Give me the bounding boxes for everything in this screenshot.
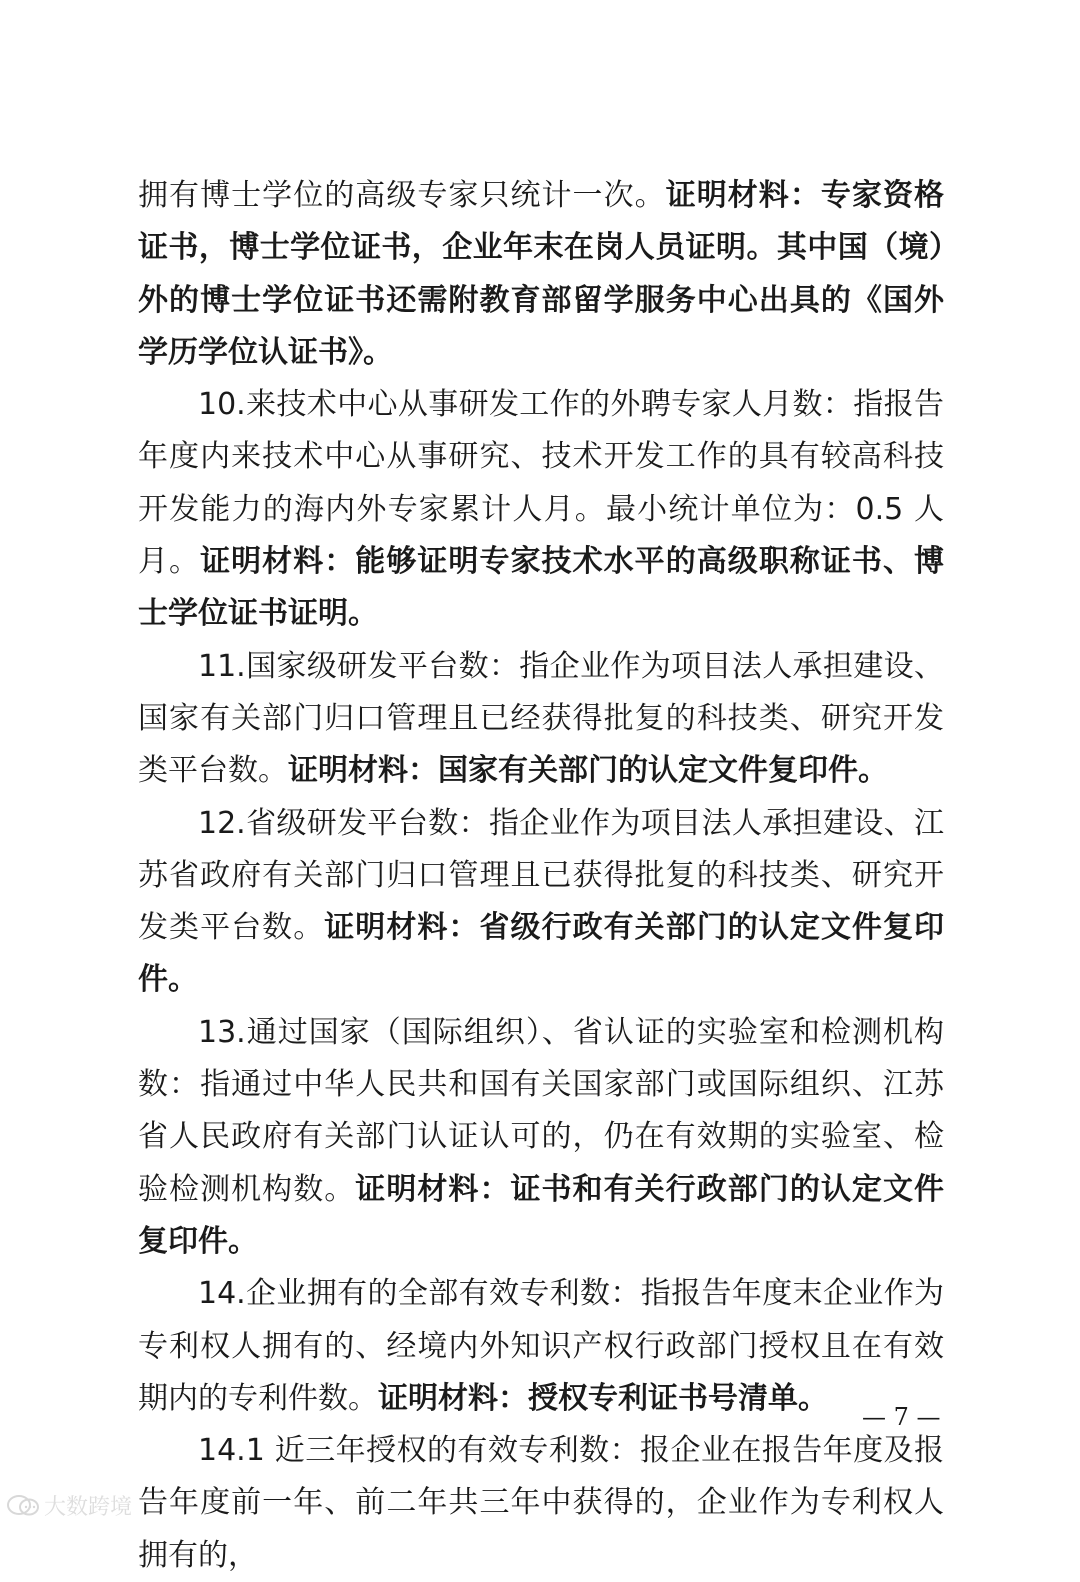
paragraph-item-10: [138, 379, 944, 640]
item-11-text: 11.国家级研发平台数：指企业作为项目法人承担建设、国家有关部门归口管理且已经获得批复的科技类、研究开发类平台数。: [138, 648, 944, 789]
item-10-evidence: 证明材料：能够证明专家技术水平的高级职称证书、博士学位证书证明。: [138, 544, 945, 632]
page-number: — 7 —: [862, 1403, 941, 1431]
paragraph-1-text: 拥有博士学位的高级专家只统计一次。: [138, 178, 666, 213]
item-10-text: 10.来技术中心从事研发工作的外聘专家人月数：指报告年度内来技术中心从事研究、技术开发工作的具有较高科技开发能力的海内外专家累计人月。最小统计单位为：0.5 人月。: [138, 387, 944, 580]
item-13-text: 13.通过国家（国际组织）、省认证的实验室和检测机构数：指通过中华人民共和国有关国家部门或国际组织、江苏省人民政府有关部门认证认可的，仍在有效期的实验室、检验检测机构数。: [138, 1014, 944, 1207]
item-11-evidence: 证明材料：国家有关部门的认定文件复印件。: [288, 753, 888, 789]
item-13-evidence: 证明材料：证书和有关行政部门的认定文件复印件。: [138, 1171, 945, 1259]
item-12-text: 12.省级研发平台数：指企业作为项目法人承担建设、江苏省政府有关部门归口管理且已获得批复的科技类、研究开发类平台数。: [138, 805, 944, 946]
paragraph-1: [138, 170, 944, 379]
paragraph-item-11: [138, 641, 944, 798]
paragraph-item-14-1: [138, 1425, 944, 1582]
paragraph-item-14: [138, 1268, 944, 1425]
watermark: [6, 1490, 132, 1521]
paragraph-item-12: [138, 798, 944, 1007]
item-12-evidence: 证明材料：省级行政有关部门的认定文件复印件。: [138, 910, 945, 998]
item-14-1-text: 14.1 近三年授权的有效专利数：报企业在报告年度及报告年度前一年、前二年共三年中获得的，企业作为专利权人拥有的，: [138, 1433, 944, 1573]
paragraph-item-13: [138, 1007, 944, 1268]
item-14-text: 14.企业拥有的全部有效专利数：指报告年度末企业作为专利权人拥有的、经境内外知识产权行政部门授权且在有效期内的专利件数。: [138, 1276, 944, 1416]
document-body: [138, 170, 944, 1582]
chat-bubble-icon: [6, 1493, 40, 1519]
watermark-text: 大数跨境: [44, 1495, 133, 1520]
item-14-evidence: 证明材料：授权专利证书号清单。: [378, 1380, 828, 1416]
paragraph-1-evidence: 证明材料：专家资格证书，博士学位证书，企业年末在岗人员证明。其中国（境）外的博士学位证书还需附教育部留学服务中心出具的《国外学历学位认证书》。: [138, 178, 945, 370]
